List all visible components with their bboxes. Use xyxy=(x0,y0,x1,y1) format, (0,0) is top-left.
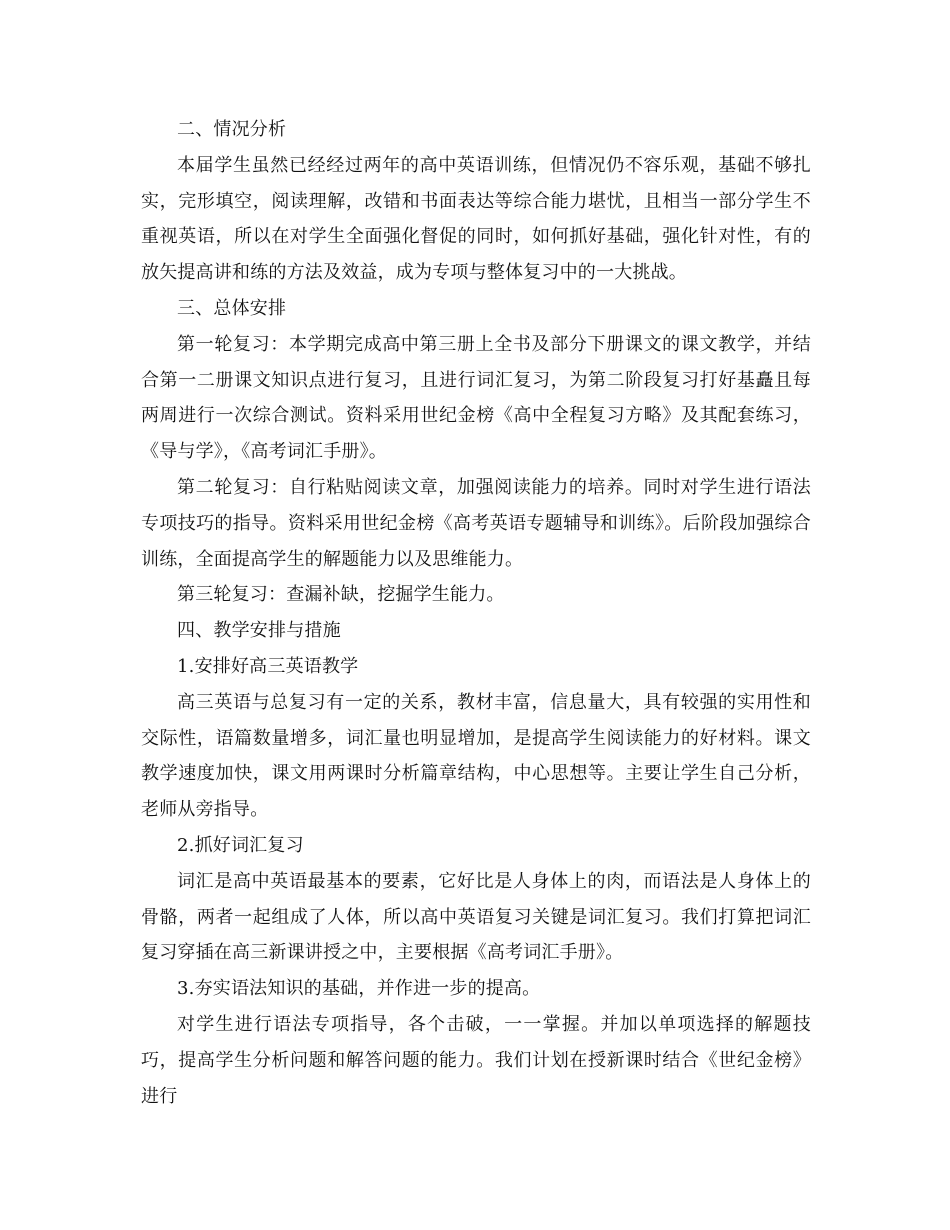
document-body xyxy=(141,112,811,1114)
heading-situation-analysis: 二、情况分析 xyxy=(177,119,287,140)
heading-overall-arrangement: 三、总体安排 xyxy=(177,297,287,319)
paragraph-senior-english: 高三英语与总复习有一定的关系，教材丰富，信息量大，具有较强的实用性和交际性，语篇数量增多，词汇量也明显增加，是提高学生阅读能力的好材料。课文教学速度加快，课文用两课时分析篇章结构，中心思想等。主要让学生自己分析，老师从旁指导。 xyxy=(141,691,811,821)
subheading-grammar-foundation: 3.夯实语法知识的基础，并作进一步的提高。 xyxy=(177,978,541,1000)
subheading-vocabulary-review: 2.抓好词汇复习 xyxy=(177,834,304,856)
paragraph-vocabulary: 词汇是高中英语最基本的要素，它好比是人身体上的肉，而语法是人身体上的骨骼，两者一起组成了人体，所以高中英语复习关键是词汇复习。我们打算把词汇复习穿插在高三新课讲授之中，主要根据《高考词汇手册》。 xyxy=(141,870,811,964)
paragraph-second-round-review: 第二轮复习：自行粘贴阅读文章，加强阅读能力的培养。同时对学生进行语法专项技巧的指导。资料采用世纪金榜《高考英语专题辅导和训练》。后阶段加强综合训练，全面提高学生的解题能力以及思维能力。 xyxy=(141,476,811,570)
heading-teaching-measures: 四、教学安排与措施 xyxy=(177,620,341,642)
paragraph-grammar: 对学生进行语法专项指导，各个击破，一一掌握。并加以单项选择的解题技巧，提高学生分析问题和解答问题的能力。我们计划在授新课时结合《世纪金榜》进行 xyxy=(141,1013,811,1107)
paragraph-situation: 本届学生虽然已经经过两年的高中英语训练，但情况仍不容乐观，基础不够扎实，完形填空，阅读理解，改错和书面表达等综合能力堪忧，且相当一部分学生不重视英语，所以在对学生全面强化督促的同时，如何抓好基础，强化针对性，有的放矢提高讲和练的方法及效益，成为专项与整体复习中的一大挑战。 xyxy=(141,154,811,284)
paragraph-third-round-review: 第三轮复习：查漏补缺，挖掘学生能力。 xyxy=(177,584,505,606)
paragraph-first-round-review: 第一轮复习：本学期完成高中第三册上全书及部分下册课文的课文教学，并结合第一二册课文知识点进行复习，且进行词汇复习，为第二阶段复习打好基矗且每两周进行一次综合测试。资料采用世纪金榜《高中全程复习方略》及其配套练习，《导与学》，《高考词汇手册》。 xyxy=(141,333,811,463)
subheading-senior-english-teaching: 1.安排好高三英语教学 xyxy=(177,655,359,677)
